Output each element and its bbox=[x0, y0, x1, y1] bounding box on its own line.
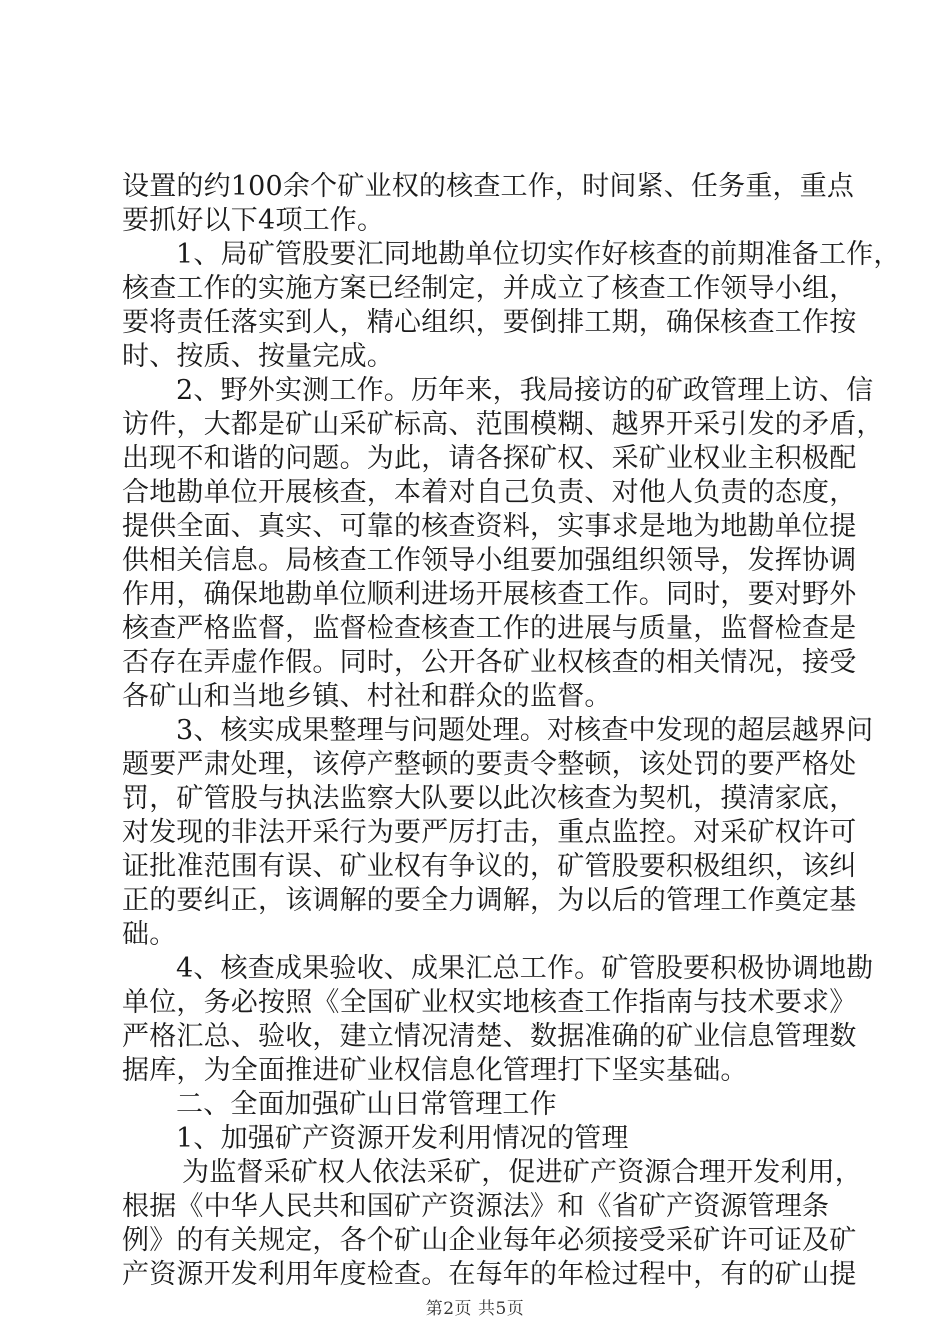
text-line: 作用，确保地勘单位顺利进场开展核查工作。同时，要对野外 bbox=[122, 579, 857, 610]
paragraph-start: 3、核实成果整理与问题处理。对核查中发现的超层越界问 bbox=[176, 715, 874, 746]
paragraph-start: 1、局矿管股要汇同地勘单位切实作好核查的前期准备工作， bbox=[176, 239, 901, 270]
text-line: 根据《中华人民共和国矿产资源法》和《省矿产资源管理条 bbox=[122, 1191, 830, 1222]
text-line: 要抓好以下4项工作。 bbox=[122, 205, 385, 236]
paragraph-start: 为监督采矿权人依法采矿，促进矿产资源合理开发利用， bbox=[182, 1157, 862, 1188]
text-line: 否存在弄虚作假。同时，公开各矿业权核查的相关情况，接受 bbox=[122, 647, 857, 678]
text-line: 例》的有关规定，各个矿山企业每年必须接受采矿许可证及矿 bbox=[122, 1225, 857, 1256]
text-line: 供相关信息。局核查工作领导小组要加强组织领导，发挥协调 bbox=[122, 545, 857, 576]
text-line: 对发现的非法开采行为要严厉打击，重点监控。对采矿权许可 bbox=[122, 817, 857, 848]
text-line: 单位，务必按照《全国矿业权实地核查工作指南与技术要求》 bbox=[122, 987, 857, 1018]
section-heading: 二、全面加强矿山日常管理工作 bbox=[176, 1089, 557, 1120]
text-line: 时、按质、按量完成。 bbox=[122, 341, 394, 372]
text-line: 正的要纠正，该调解的要全力调解，为以后的管理工作奠定基 bbox=[122, 885, 857, 916]
text-line: 产资源开发利用年度检查。在每年的年检过程中，有的矿山提 bbox=[122, 1259, 857, 1290]
text-line: 罚，矿管股与执法监察大队要以此次核查为契机，摸清家底， bbox=[122, 783, 857, 814]
paragraph-start: 4、核查成果验收、成果汇总工作。矿管股要积极协调地勘 bbox=[176, 953, 874, 984]
subsection-heading: 1、加强矿产资源开发利用情况的管理 bbox=[176, 1123, 629, 1154]
document-body bbox=[122, 170, 901, 1292]
text-line: 提供全面、真实、可靠的核查资料，实事求是地为地勘单位提 bbox=[122, 511, 857, 542]
text-line: 合地勘单位开展核查，本着对自己负责、对他人负责的态度， bbox=[122, 477, 857, 508]
text-line: 础。 bbox=[122, 919, 177, 950]
text-line: 要将责任落实到人，精心组织，要倒排工期，确保核查工作按 bbox=[122, 307, 857, 338]
text-line: 出现不和谐的问题。为此，请各探矿权、采矿业权业主积极配 bbox=[122, 443, 857, 474]
text-line: 据库，为全面推进矿业权信息化管理打下坚实基础。 bbox=[122, 1055, 748, 1086]
text-line: 核查严格监督，监督检查核查工作的进展与质量，监督检查是 bbox=[122, 613, 857, 644]
text-line: 证批准范围有误、矿业权有争议的，矿管股要积极组织，该纠 bbox=[122, 851, 857, 882]
paragraph-start: 2、野外实测工作。历年来，我局接访的矿政管理上访、信 bbox=[176, 375, 874, 406]
text-line: 设置的约100余个矿业权的核查工作，时间紧、任务重，重点 bbox=[122, 171, 855, 202]
page-number-footer: 第2页 共5页 bbox=[425, 1299, 525, 1319]
text-line: 严格汇总、验收，建立情况清楚、数据准确的矿业信息管理数 bbox=[122, 1021, 857, 1052]
text-line: 核查工作的实施方案已经制定，并成立了核查工作领导小组， bbox=[122, 273, 857, 304]
text-line: 访件，大都是矿山采矿标高、范围模糊、越界开采引发的矛盾， bbox=[122, 409, 884, 440]
text-line: 各矿山和当地乡镇、村社和群众的监督。 bbox=[122, 681, 612, 712]
text-line: 题要严肃处理，该停产整顿的要责令整顿，该处罚的要严格处 bbox=[122, 749, 857, 780]
